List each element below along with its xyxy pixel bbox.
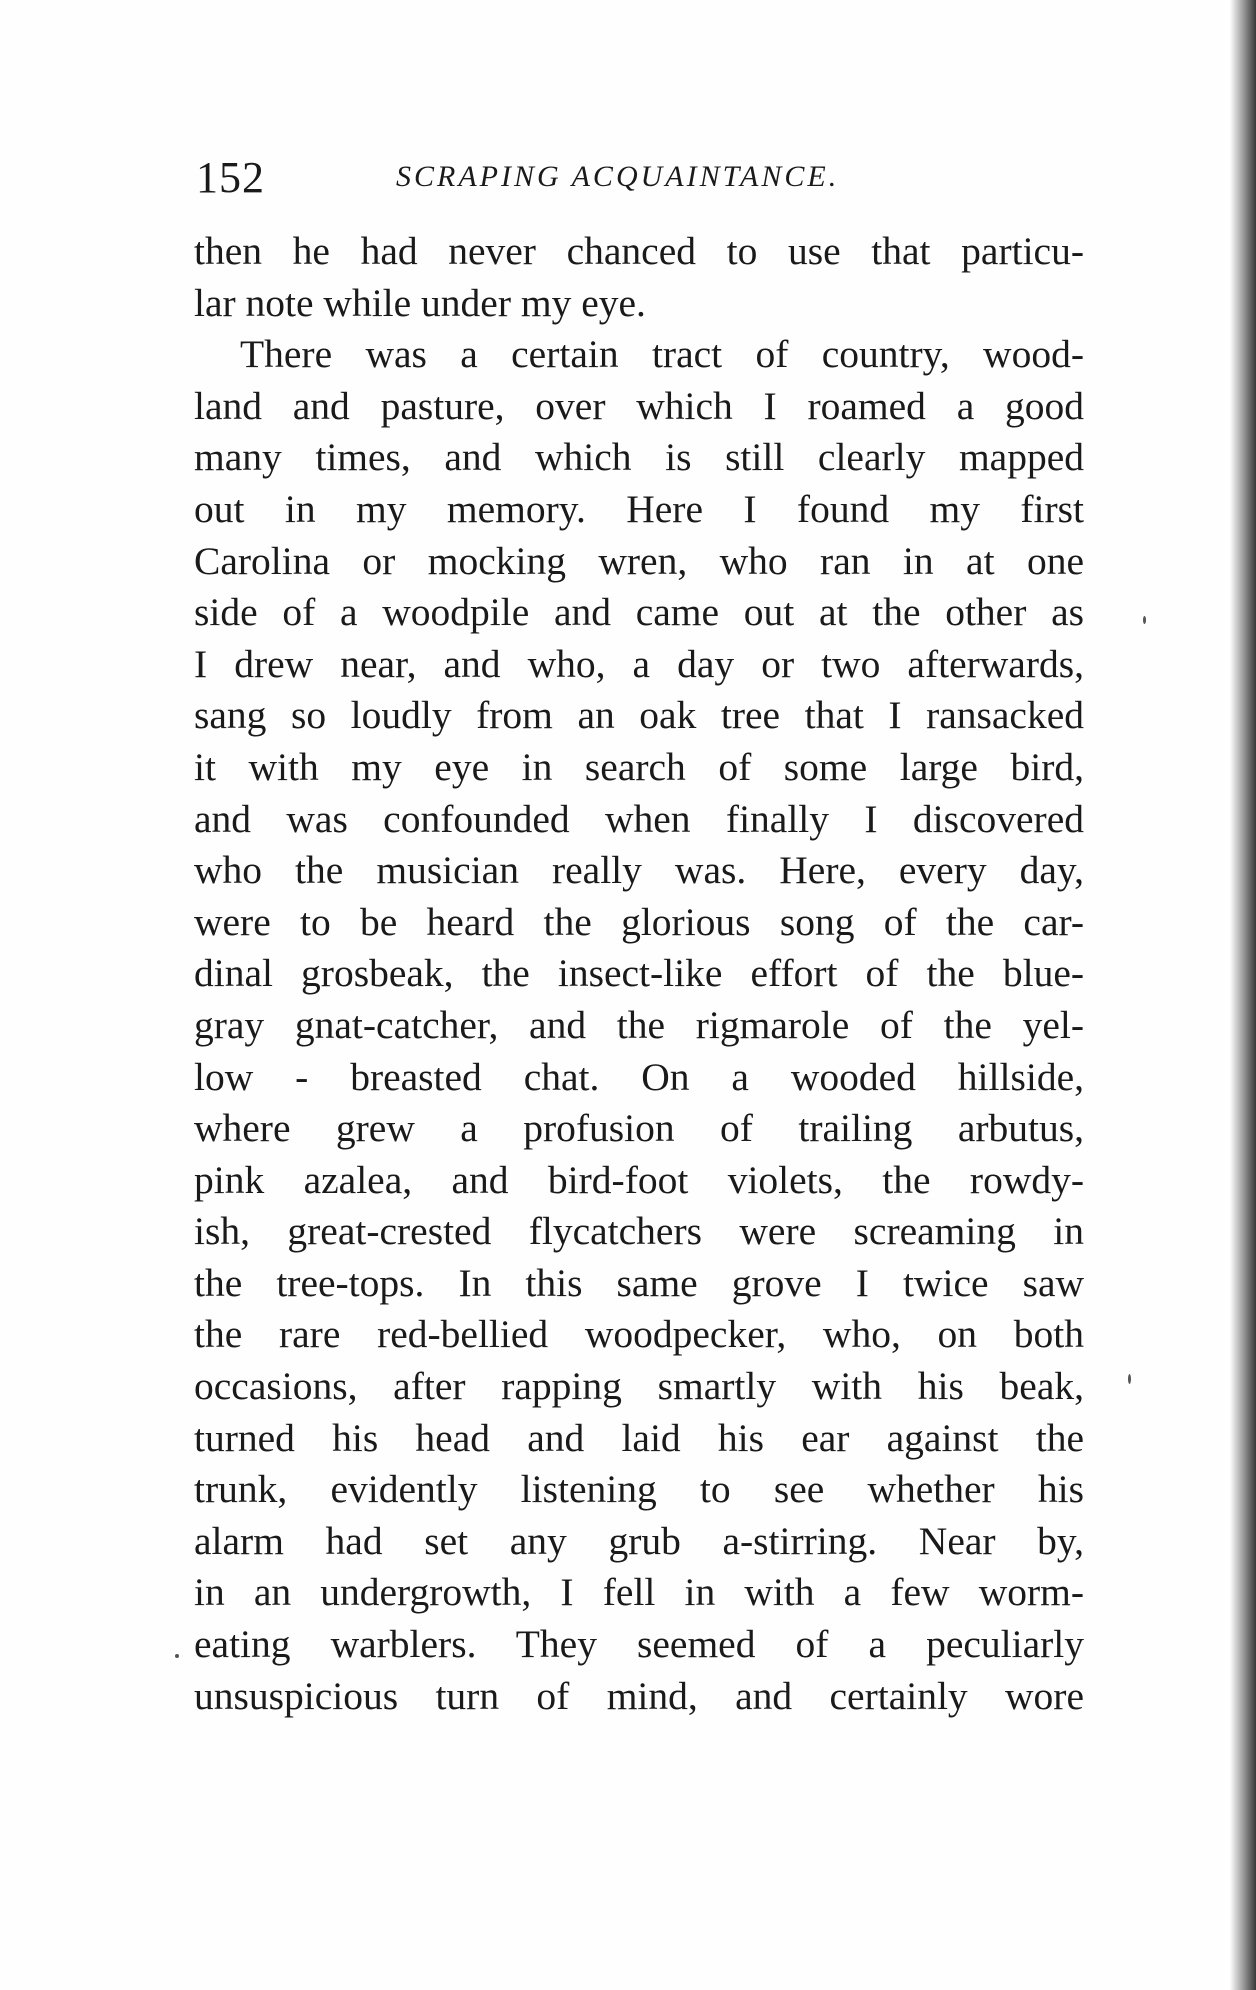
text-line: gray gnat-catcher, and the rigmarole of the yel- xyxy=(194,1002,1084,1047)
body-text xyxy=(194,226,1084,1722)
text-line: the rare red-bellied woodpecker, who, on both xyxy=(194,1312,1084,1357)
text-line: turned his head and laid his ear against the xyxy=(194,1415,1084,1460)
text-line: lar note while under my eye. xyxy=(194,280,646,325)
text-line: the tree-tops. In this same grove I twice saw xyxy=(194,1260,1084,1305)
page-number: 152 xyxy=(196,153,265,202)
text-line: There was a certain tract of country, wood- xyxy=(240,332,1084,377)
scan-speck xyxy=(1143,616,1146,624)
text-line: who the musician really was. Here, every day, xyxy=(194,848,1084,893)
text-line: then he had never chanced to use that particu- xyxy=(194,229,1084,273)
text-line: I drew near, and who, a day or two afterwards, xyxy=(194,641,1084,686)
scan-speck xyxy=(175,1654,179,1658)
text-line: land and pasture, over which I roamed a good xyxy=(194,383,1084,428)
page-edge-shadow xyxy=(1230,0,1256,1990)
scan-speck xyxy=(1128,1374,1131,1384)
text-line: side of a woodpile and came out at the other as xyxy=(194,590,1084,635)
text-line: alarm had set any grub a-stirring. Near by, xyxy=(194,1518,1084,1563)
text-line: eating warblers. They seemed of a peculiarly xyxy=(194,1622,1084,1667)
text-line: Carolina or mocking wren, who ran in at one xyxy=(194,538,1084,583)
text-line: out in my memory. Here I found my first xyxy=(194,486,1084,531)
text-line: dinal grosbeak, the insect-like effort of the blue- xyxy=(194,951,1084,996)
text-line: unsuspicious turn of mind, and certainly wore xyxy=(194,1673,1084,1718)
text-line: ish, great-crested flycatchers were screaming in xyxy=(194,1209,1084,1254)
text-line: and was confounded when finally I discovered xyxy=(194,796,1084,841)
text-line: were to be heard the glorious song of the car- xyxy=(194,899,1084,944)
text-line: many times, and which is still clearly mapped xyxy=(194,435,1084,480)
text-line: in an undergrowth, I fell in with a few worm- xyxy=(194,1570,1084,1615)
text-line: low - breasted chat. On a wooded hillside, xyxy=(194,1054,1084,1099)
text-line: it with my eye in search of some large bird, xyxy=(194,744,1084,789)
text-line: sang so loudly from an oak tree that I ransacked xyxy=(194,693,1084,738)
text-line: trunk, evidently listening to see whether his xyxy=(194,1467,1084,1512)
running-head xyxy=(196,152,996,202)
running-title: SCRAPING ACQUAINTANCE. xyxy=(396,160,840,193)
text-line: occasions, after rapping smartly with his beak, xyxy=(194,1364,1084,1409)
text-line: pink azalea, and bird-foot violets, the rowdy- xyxy=(194,1157,1084,1202)
text-line: where grew a profusion of trailing arbutus, xyxy=(194,1106,1084,1151)
